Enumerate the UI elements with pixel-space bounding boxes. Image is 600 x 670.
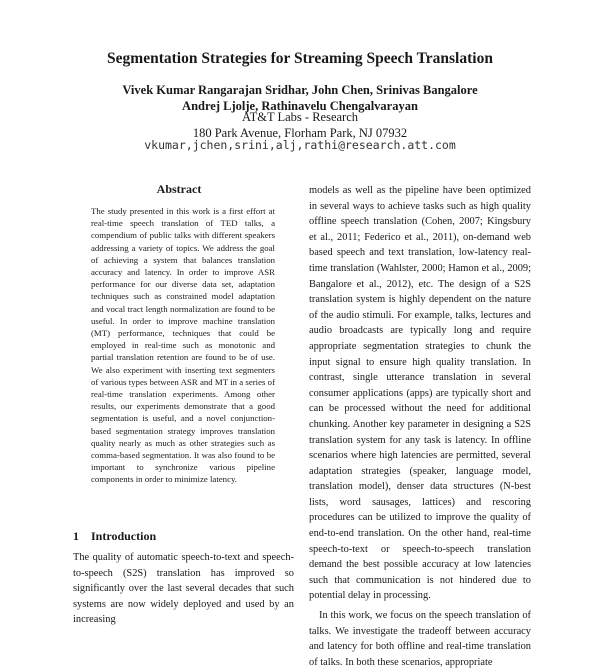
section-title: Introduction [91, 529, 157, 543]
abstract-text [91, 205, 275, 486]
authors-line-1: Vivek Kumar Rangarajan Sridhar, John Chen, Srinivas Bangalore [122, 83, 478, 97]
section-heading-introduction [73, 529, 293, 544]
author-emails: vkumar,jchen,srini,alj,rathi@research.att.com [144, 138, 456, 152]
abstract-heading: Abstract [156, 182, 202, 196]
right-column-paragraph-2: In this work, we focus on the speech translation of talks. We investigate the tradeoff between accuracy and latency for both offline and real-time translation of talks. In both these scenarios, appropriate [309, 610, 531, 668]
introduction-paragraph: The quality of automatic speech-to-text and speech-to-speech (S2S) translation has improved so significantly over the last several decades that such systems are now widely deployed and used by an increasing [73, 552, 294, 626]
address: 180 Park Avenue, Florham Park, NJ 07932 [192, 126, 408, 140]
introduction-text [73, 550, 294, 628]
right-column-text [309, 183, 531, 670]
right-column-paragraph-1: models as well as the pipeline have been optimized in several ways to achieve tasks such as high quality offline speech translation (Cohen, 2007; Kingsbury et al., 2011; Federico et al., 2011), on-demand web based speech and text translation, low-latency real-time translation (Wahlster, 2000; Hamon et al., 2009; Bangalore et al., 2012), etc. The design of a S2S translation system is highly dependent on the nature of the audio stimuli. For example, talks, lectures and audio broadcasts are typically long and require appropriate segmentation strategies to chunk the input signal to ensure high quality translation. In contrast, single utterance translation in several consumer applications (apps) are typically short and can be processed without the need for additional chunking. Another key parameter in designing a S2S translation system for any task is latency. In offline scenarios where high latencies are permitted, several adaptation strategies (speaker, language model, translation model), denser data structures (N-best lists, word sausages, lattices) and rescoring procedures can be utilized to improve the quality of end-to-end translation. On the other hand, real-time speech-to-text or speech-to-speech translation demand the best possible accuracy at low latencies such that communication is not hindered due to potential delay in processing. [309, 185, 531, 602]
section-number: 1 [73, 529, 79, 543]
authors-line-2: Andrej Ljolje, Rathinavelu Chengalvarayan [182, 99, 418, 113]
paper-title: Segmentation Strategies for Streaming Speech Translation [107, 50, 493, 67]
abstract-paragraph: The study presented in this work is a first effort at real-time speech translation of TED talks, a compendium of public talks with different speakers addressing a variety of topics. We address the goal of achieving a system that balances translation accuracy and latency. In order to improve ASR performance for our diverse data set, adaptation techniques such as constrained model adaptation and vocal tract length normalization are found to be useful. In order to improve machine translation (MT) performance, techniques that could be employed in real-time such as monotonic and partial translation retention are found to be of use. We also experiment with inserting text segmenters of various types between ASR and MT in a series of real-time translation experiments. Among other results, our experiments demonstrate that a good segmentation is useful, and a novel conjunction-based segmentation strategy improves translation quality nearly as much as other strategies such as comma-based segmentation. It was also found to be important to synchronize various pipeline components in order to minimize latency. [91, 206, 275, 485]
affiliation: AT&T Labs - Research [241, 110, 359, 124]
affiliation-block [0, 109, 600, 141]
